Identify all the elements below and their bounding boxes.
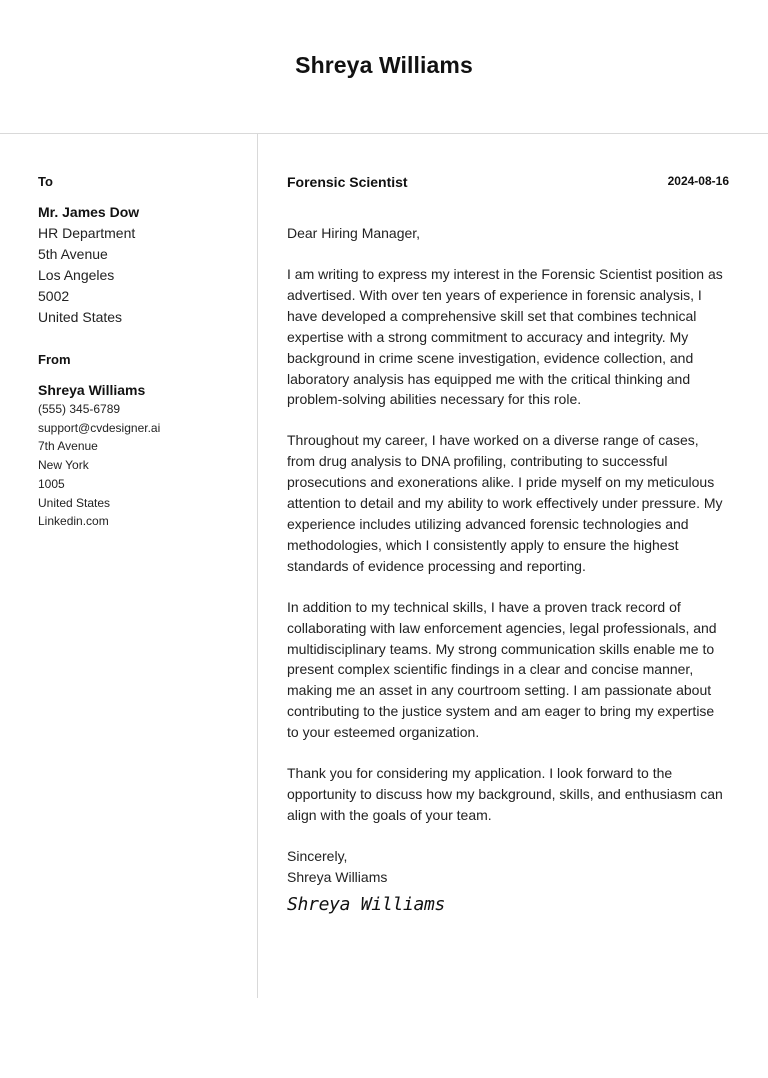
- to-label: To: [38, 174, 53, 189]
- letter-greeting: Dear Hiring Manager,: [287, 225, 421, 241]
- position-title: Forensic Scientist: [287, 174, 408, 190]
- letter-paragraph: In addition to my technical skills, I have a proven track record of collaborating with law enforcement agencies, legal professionals, and multidisciplinary teams. My strong communication skills enable me to present complex scientific findings in a clear and concise manner, making me an asset in any courtroom setting. I am passionate about contributing to the justice system and am eager to bring my expertise to your esteemed organization.: [287, 598, 717, 741]
- letter-paragraph: Throughout my career, I have worked on a diverse range of cases, from drug analysis to DNA profiling, contributing to successful prosecutions and exonerations alike. I pride myself on my meticulous attention to detail and my ability to work effectively under pressure. My experience includes utilizing advanced forensic technologies and methodologies, which I consistently apply to ensure the highest standards of evidence processing and reporting.: [287, 432, 723, 574]
- recipient-street: 5th Avenue: [38, 246, 108, 262]
- sender-postal-code: 1005: [38, 476, 65, 491]
- letter-heading: [287, 174, 729, 192]
- recipient-department: HR Department: [38, 225, 136, 241]
- closing-salutation: Sincerely,: [287, 847, 348, 864]
- sender-phone: (555) 345-6789: [38, 402, 121, 416]
- recipient-name: Mr. James Dow: [38, 204, 140, 220]
- from-label: From: [38, 352, 71, 367]
- sender-city: New York: [38, 458, 89, 473]
- column-divider: [257, 134, 258, 998]
- letter-column: [287, 174, 729, 917]
- sender-email: support@cvdesigner.ai: [38, 420, 161, 435]
- letter-date: 2024-08-16: [667, 174, 729, 188]
- sender-contact: [38, 400, 243, 531]
- recipient-city: Los Angeles: [38, 267, 115, 283]
- page-title: Shreya Williams: [295, 52, 473, 78]
- letter-paragraph: I am writing to express my interest in the Forensic Scientist position as advertised. With over ten years of experience in forensic analysis, I have developed a comprehensive skill set that combines technical expertise with a strong commitment to accuracy and integrity. My background in crime scene investigation, evidence collection, and laboratory analysis has equipped me with the critical thinking and problem-solving abilities necessary for this role.: [287, 266, 723, 408]
- sender-name: Shreya Williams: [38, 382, 146, 398]
- recipient-postal-code: 5002: [38, 288, 70, 304]
- recipient-country: United States: [38, 309, 123, 325]
- page-header: [0, 0, 768, 134]
- signature: Shreya Williams: [287, 893, 446, 915]
- sender-linkedin: Linkedin.com: [38, 514, 109, 529]
- sender-country: United States: [38, 495, 111, 510]
- contact-column: [38, 174, 243, 531]
- closing-name: Shreya Williams: [287, 868, 388, 885]
- recipient-address: [38, 223, 243, 328]
- letter-closing: [287, 846, 729, 888]
- letter-paragraph: Thank you for considering my application. I look forward to the opportunity to discuss how my background, skills, and enthusiasm can align with the goals of your team.: [287, 765, 723, 823]
- sender-street: 7th Avenue: [38, 439, 98, 454]
